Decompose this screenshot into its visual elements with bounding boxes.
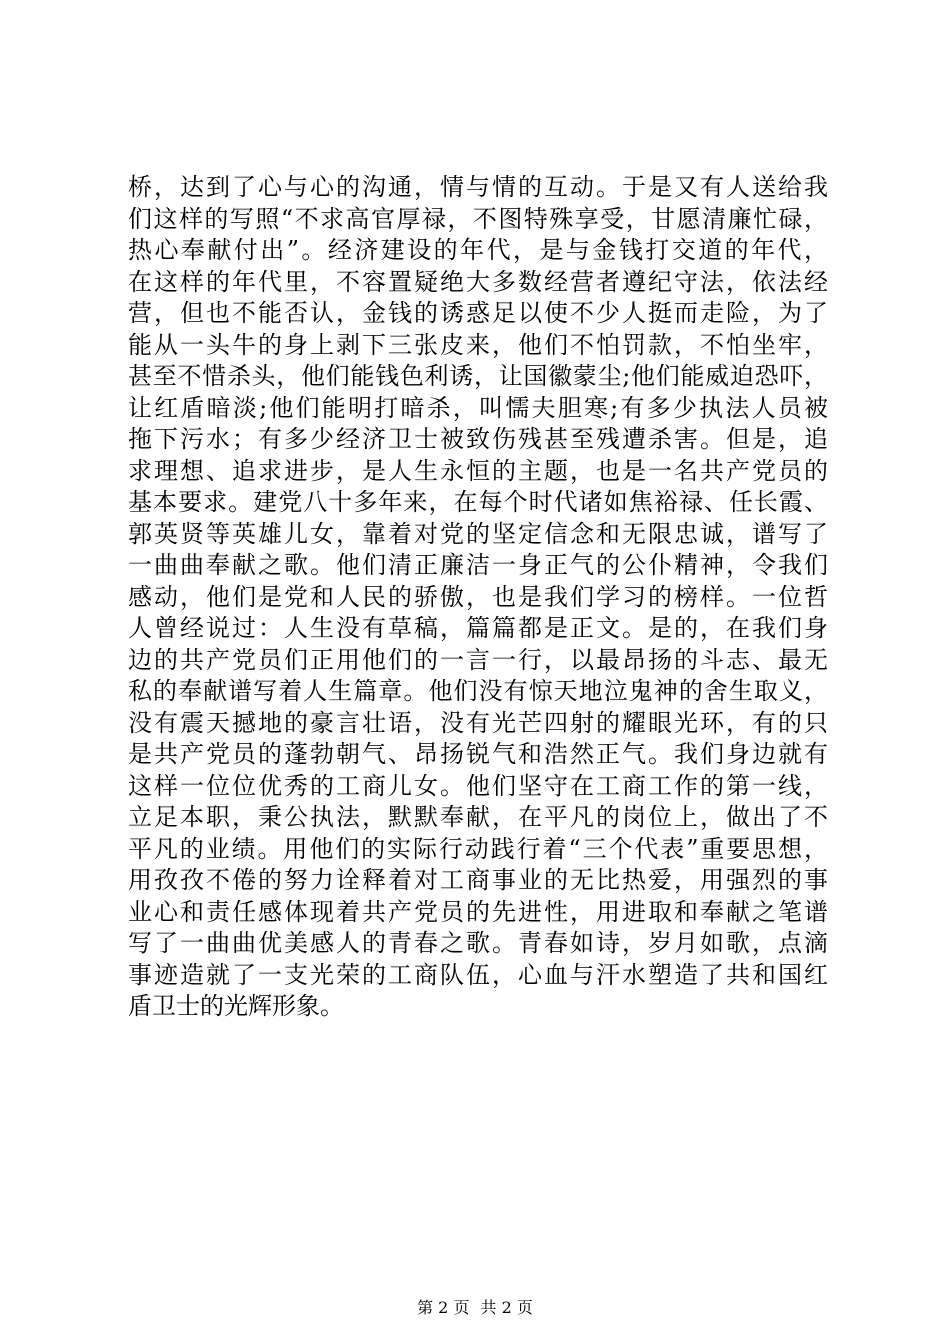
text-line: 没有震天撼地的豪言壮语，没有光芒四射的耀眼光环，有的只 [128, 708, 828, 737]
text-line: 营，但也不能否认，金钱的诱惑足以使不少人挺而走险，为了 [128, 299, 828, 327]
text-line: 盾卫士的光辉形象。 [128, 992, 344, 1020]
text-line: 人曾经说过：人生没有草稿，篇篇都是正文。是的，在我们身 [128, 614, 828, 642]
text-line: 平凡的业绩。用他们的实际行动践行着“三个代表”重要思想， [128, 834, 828, 863]
text-line: 感动，他们是党和人民的骄傲，也是我们学习的榜样。一位哲 [128, 582, 828, 611]
text-line: 基本要求。建党八十多年来，在每个时代诸如焦裕禄、任长霞、 [128, 488, 828, 516]
text-line: 郭英贤等英雄儿女，靠着对党的坚定信念和无限忠诚，谱写了 [128, 519, 828, 548]
text-line: 在这样的年代里，不容置疑绝大多数经营者遵纪守法，依法经 [128, 267, 828, 296]
text-line: 能从一头牛的身上剥下三张皮来，他们不怕罚款，不怕坐牢， [128, 330, 828, 359]
text-line: 求理想、追求进步，是人生永恒的主题，也是一名共产党员的 [128, 456, 828, 485]
text-line: 这样一位位优秀的工商儿女。他们坚守在工商工作的第一线， [128, 771, 828, 800]
text-line: 业心和责任感体现着共产党员的先进性，用进取和奉献之笔谱 [128, 897, 828, 926]
body-paragraph [128, 172, 828, 1023]
text-line: 桥，达到了心与心的沟通，情与情的互动。于是又有人送给我 [128, 173, 828, 201]
text-line: 一曲曲奉献之歌。他们清正廉洁一身正气的公仆精神，令我们 [128, 551, 828, 579]
text-line: 是共产党员的蓬勃朝气、昂扬锐气和浩然正气。我们身边就有 [128, 740, 828, 768]
text-line: 立足本职，秉公执法，默默奉献，在平凡的岗位上，做出了不 [128, 803, 828, 831]
page-footer [0, 1298, 950, 1318]
text-line: 热心奉献付出”。经济建设的年代，是与金钱打交道的年代， [128, 236, 828, 264]
page-total: 共 2 页 [480, 1298, 533, 1317]
text-line: 甚至不惜杀头，他们能钱色利诱，让国徽蒙尘;他们能威迫恐吓， [128, 362, 828, 390]
text-line: 私的奉献谱写着人生篇章。他们没有惊天地泣鬼神的舍生取义， [128, 677, 828, 705]
text-line: 拖下污水；有多少经济卫士被致伤残甚至残遭杀害。但是，追 [128, 425, 828, 453]
page-number: 第 2 页 [417, 1298, 470, 1317]
text-line: 事迹造就了一支光荣的工商队伍，心血与汗水塑造了共和国红 [128, 960, 828, 989]
text-line: 让红盾暗淡;他们能明打暗杀，叫懦夫胆寒;有多少执法人员被 [128, 393, 828, 422]
text-line: 们这样的写照“不求高官厚禄，不图特殊享受，甘愿清廉忙碌， [128, 204, 828, 233]
text-line: 用孜孜不倦的努力诠释着对工商事业的无比热爱，用强烈的事 [128, 866, 828, 894]
text-line: 边的共产党员们正用他们的一言一行，以最昂扬的斗志、最无 [128, 645, 828, 674]
text-line: 写了一曲曲优美感人的青春之歌。青春如诗，岁月如歌，点滴 [128, 929, 828, 957]
